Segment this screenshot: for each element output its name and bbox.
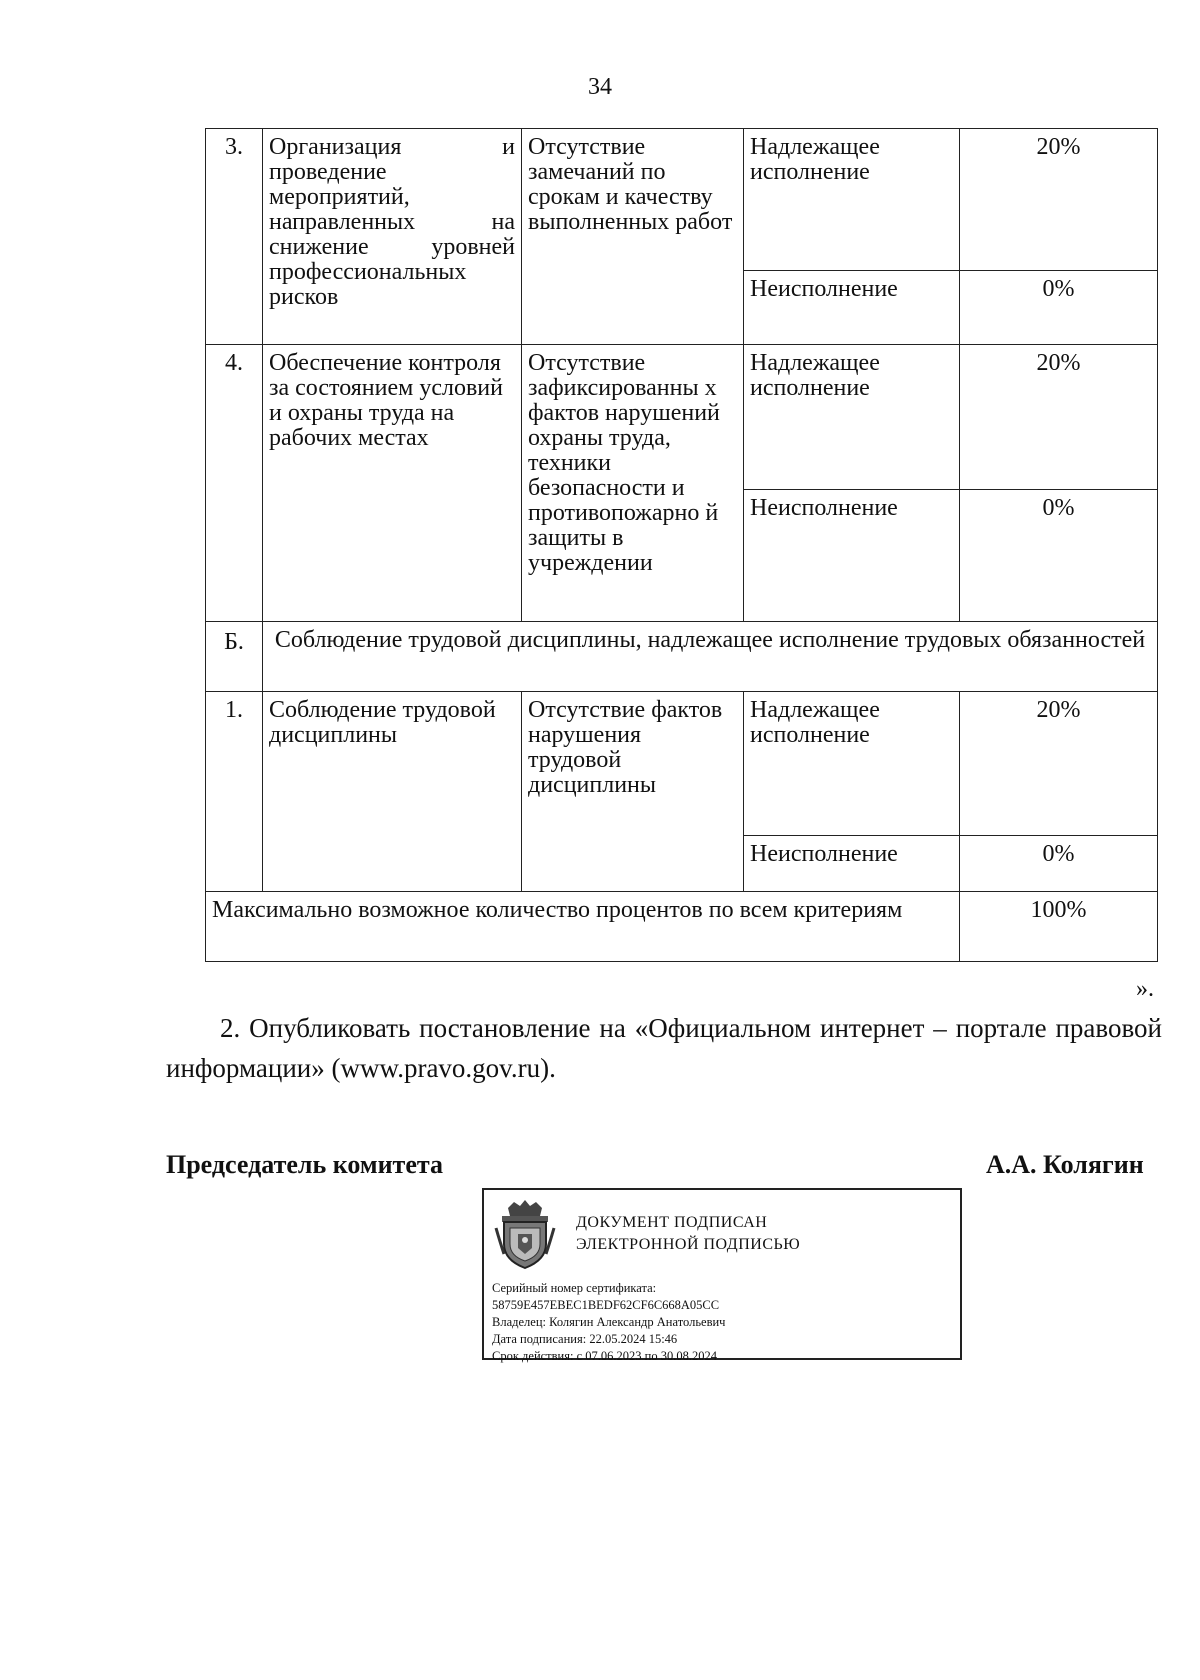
closing-quote: ».: [1136, 976, 1154, 1002]
total-row: [206, 892, 1158, 962]
good-percent-cell: 20%: [960, 692, 1158, 836]
non-execution-cell: Неисполнение: [744, 271, 960, 345]
non-execution-percent-cell: 0%: [960, 271, 1158, 345]
section-number: Б.: [206, 622, 263, 692]
electronic-signature-stamp: [482, 1188, 962, 1363]
table-row: [206, 692, 1158, 836]
signatory-position: Председатель комитета: [166, 1150, 443, 1179]
table-row: [206, 345, 1158, 490]
paragraph-publish: 2. Опубликовать постановление на «Официальном интернет – портале правовой информации» (www.pravo.gov.ru).: [166, 1013, 1162, 1083]
total-value: 100%: [960, 892, 1158, 962]
criterion-cell: Соблюдение трудовой дисциплины: [263, 692, 522, 892]
criterion-cell: Обеспечение контроля за состоянием условий и охраны труда на рабочих местах: [263, 345, 522, 622]
signatory-name: А.А. Колягин: [986, 1150, 1144, 1179]
stamp-serial-label: Серийный номер сертификата:: [492, 1281, 657, 1295]
row-number: 1.: [206, 692, 263, 892]
stamp-owner: Владелец: Колягин Александр Анатольевич: [492, 1315, 726, 1329]
non-execution-cell: Неисполнение: [744, 490, 960, 622]
indicator-cell: Отсутствие зафиксированны х фактов нарушений охраны труда, техники безопасности и противопожарно й защиты в учреждении: [522, 345, 744, 622]
section-row: [206, 622, 1158, 692]
page-number: 34: [588, 74, 612, 100]
criteria-table: [205, 128, 1158, 962]
indicator-cell: Отсутствие замечаний по срокам и качеству выполненных работ: [522, 129, 744, 345]
stamp-serial: 58759E457EBEC1BEDF62CF6C668A05CC: [492, 1298, 720, 1312]
stamp-validity: Срок действия: с 07.06.2023 по 30.08.2024: [492, 1349, 717, 1363]
row-number: 4.: [206, 345, 263, 622]
section-title: Соблюдение трудовой дисциплины, надлежащее исполнение трудовых обязанностей: [263, 622, 1158, 692]
indicator-cell: Отсутствие фактов нарушения трудовой дисциплины: [522, 692, 744, 892]
table-row: [206, 129, 1158, 271]
good-percent-cell: 20%: [960, 345, 1158, 490]
non-execution-percent-cell: 0%: [960, 490, 1158, 622]
total-label: Максимально возможное количество процентов по всем критериям: [206, 892, 960, 962]
non-execution-percent-cell: 0%: [960, 836, 1158, 892]
row-number: 3.: [206, 129, 263, 345]
stamp-date: Дата подписания: 22.05.2024 15:46: [492, 1332, 678, 1346]
good-execution-cell: Надлежащее исполнение: [744, 692, 960, 836]
good-execution-cell: Надлежащее исполнение: [744, 345, 960, 490]
stamp-title-line1: ДОКУМЕНТ ПОДПИСАН: [576, 1214, 768, 1231]
good-percent-cell: 20%: [960, 129, 1158, 271]
non-execution-cell: Неисполнение: [744, 836, 960, 892]
coat-of-arms-icon: [494, 1198, 556, 1270]
good-execution-cell: Надлежащее исполнение: [744, 129, 960, 271]
criterion-cell: Организация и проведение мероприятий, направленных на снижение уровней профессиональных рисков: [263, 129, 522, 345]
stamp-title-line2: ЭЛЕКТРОННОЙ ПОДПИСЬЮ: [576, 1236, 801, 1253]
